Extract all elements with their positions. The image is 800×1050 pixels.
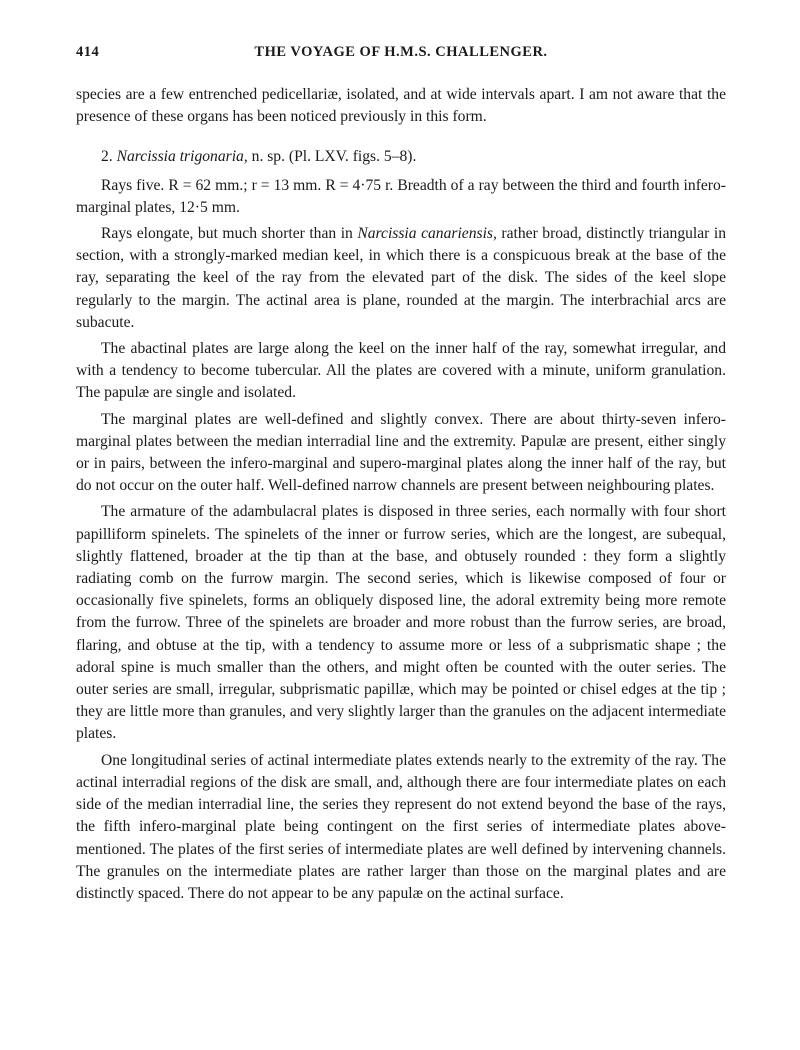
paragraph-elongate [76,223,726,334]
paragraph-intro: species are a few entrenched pedicellariæ, isolated, and at wide intervals apart. I am not aware that the presence of these organs has been noticed previously in this form. [76,86,726,126]
page-number: 414 [76,44,100,60]
paragraph-marginal: The marginal plates are well-defined and slightly convex. There are about thirty-seven infero-marginal plates between the median interradial line and the extremity. Papulæ are present, either singly or in pairs, between the infero-marginal and supero-marginal plates along the inner half of the ray, but do not occur on the outer half. Well-defined narrow channels are present between neighbouring plates. [76,410,726,495]
paragraph-elongate-start: Rays elongate, but much shorter than in [101,225,358,243]
paragraph-abactinal: The abactinal plates are large along the keel on the inner half of the ray, somewhat irregular, and with a tendency to become tubercular. All the plates are covered with a minute, uniform granulation. The papulæ are single and isolated. [76,340,726,402]
running-title: THE VOYAGE OF H.M.S. CHALLENGER. [254,44,548,60]
paragraph-rays: Rays five. R = 62 mm.; r = 13 mm. R = 4·75 r. Breadth of a ray between the third and fourth infero-marginal plates, 12·5 mm. [76,176,726,216]
body-text [76,84,726,905]
species-heading-name: Narcissia trigonaria, [116,148,248,166]
paragraph-elongate-end: rather broad, distinctly triangular in section, with a strongly-marked median keel, in which there is a conspicuous break at the base of the ray, separating the keel of the ray from the elevated part of the disk. The sides of the keel slope regularly to the margin. The actinal area is plane, rounded at the margin. The interbrachial arcs are subacute. [76,225,727,331]
paragraph-longitudinal: One longitudinal series of actinal intermediate plates extends nearly to the extremity of the ray. The actinal interradial regions of the disk are small, and, although there are four intermediate plates on each side of the median interradial line, the series they represent do not extend beyond the base of the rays, the fifth infero-marginal plate being contingent on the first series of intermediate plates above-mentioned. The plates of the first series of intermediate plates are well defined by intervening channels. The granules on the intermediate plates are rather larger than those on the marginal plates and are distinctly spaced. There do not appear to be any papulæ on the actinal surface. [76,751,726,902]
species-heading-number: 2. [101,148,113,166]
page-header [76,44,726,66]
species-heading [76,146,726,168]
species-heading-rest: n. sp. (Pl. LXV. figs. 5–8). [251,148,417,166]
paragraph-elongate-italic: Narcissia canariensis, [357,225,497,243]
paragraph-armature: The armature of the adambulacral plates is disposed in three series, each normally with four short papilliform spinelets. The spinelets of the inner or furrow series, which are the longest, are subequal, slightly flattened, broader at the tip than at the base, and obtusely rounded : they form a slightly radiating comb on the furrow margin. The second series, which is likewise composed of four or occasionally five spinelets, forms an obliquely disposed line, the adoral extremity being more remote from the furrow. Three of the spinelets are broader and more robust than the furrow series, are broad, flaring, and obtuse at the tip, with a tendency to assume more or less of a subprismatic shape ; the adoral spine is much smaller than the others, and might often be counted with the outer series. The outer series are small, irregular, subprismatic papillæ, which may be pointed or chisel edges at the tip ; they are little more than granules, and very slightly larger than the granules on the adjacent intermediate plates. [76,503,726,743]
